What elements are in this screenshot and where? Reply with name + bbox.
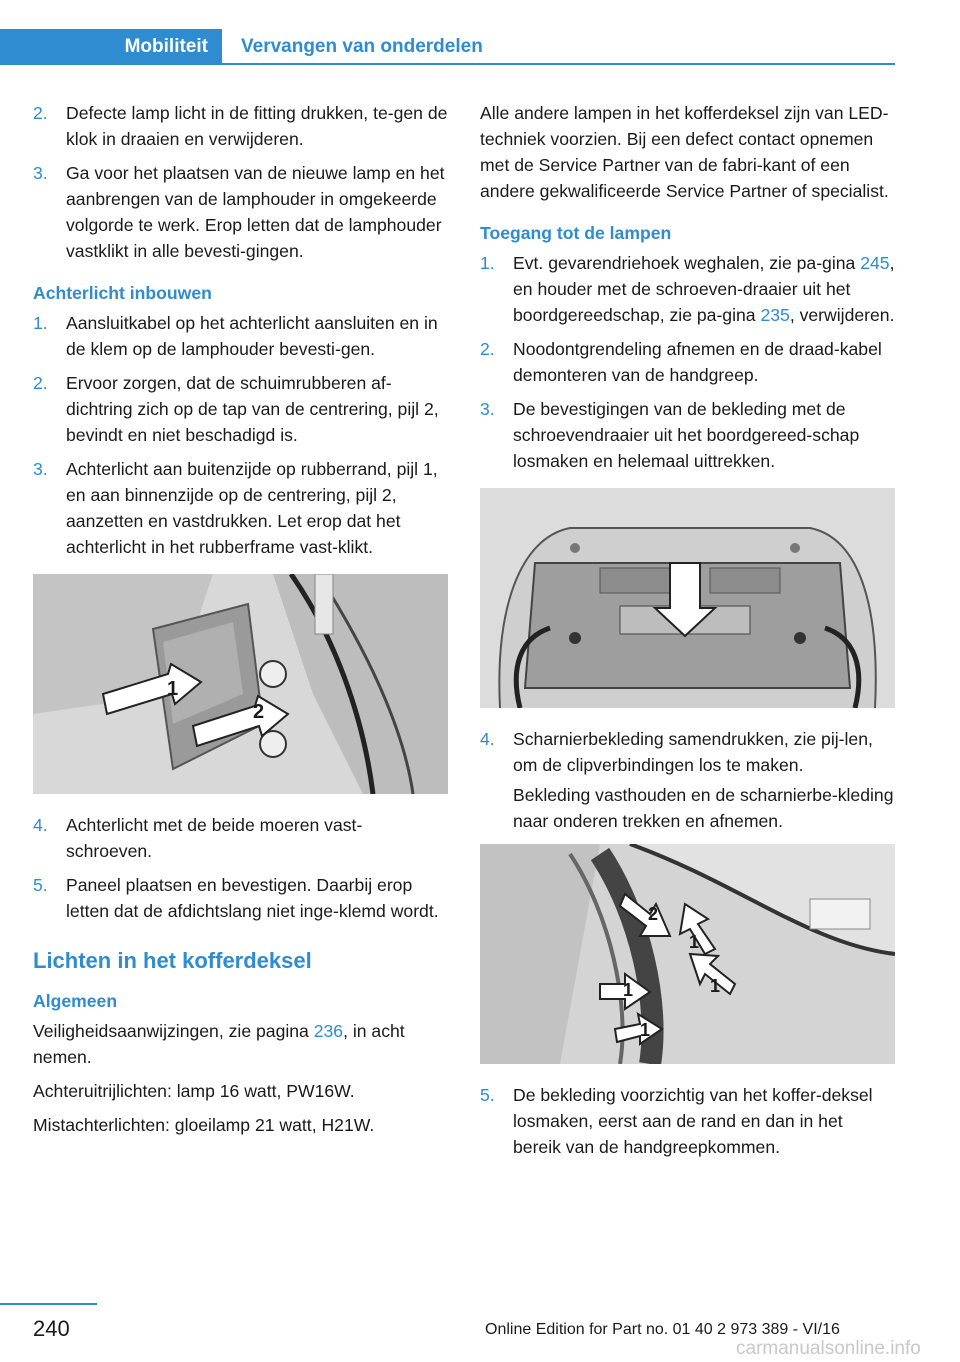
step-text: De bevestigingen van de bekleding met de schroevendraaier uit het boordgereed-schap losmaken en helemaal uittrekken.	[513, 399, 860, 471]
step-number: 1.	[33, 313, 48, 333]
page-link-236[interactable]: 236	[313, 1021, 344, 1041]
list-item	[33, 100, 448, 152]
tail-light-figure	[33, 574, 448, 794]
step-text: Noodontgrendeling afnemen en de draad-kabel demonteren van de handgreep.	[513, 339, 882, 385]
section-title: Vervangen van onderdelen	[241, 36, 483, 57]
list-item	[480, 396, 895, 474]
heading-achterlicht-inbouwen: Achterlicht inbouwen	[33, 283, 212, 303]
right-column	[480, 100, 895, 1168]
step-text-part: , verwijderen.	[789, 305, 895, 325]
left-column	[33, 100, 448, 1146]
reverse-lights-text: Achteruitrijlichten: lamp 16 watt, PW16W.	[33, 1081, 355, 1101]
heading-lichten-kofferdeksel: Lichten in het kofferdeksel	[33, 948, 312, 973]
step-number: 5.	[480, 1085, 495, 1105]
tail-light-illustration	[33, 574, 448, 794]
step-number: 3.	[33, 163, 48, 183]
step-text: Defecte lamp licht in de fitting drukken, te-gen de klok in draaien en verwijderen.	[66, 103, 448, 149]
list-item	[480, 336, 895, 388]
step-number: 4.	[33, 815, 48, 835]
arrow-label-2: 2	[648, 904, 659, 924]
list-item	[480, 250, 895, 328]
step-text: Achterlicht aan buitenzijde op rubberrand, pijl 1, en aan binnenzijde op de centrering, pijl 2, aanzetten en vastdrukken. Let erop dat het achterlicht in het rubberframe vast-klikt.	[66, 459, 438, 557]
arrow-label-2: 2	[253, 701, 265, 723]
page-number: 240	[33, 1316, 70, 1341]
hinge-cover-figure	[480, 844, 895, 1064]
step-text-part: , en houder met de schroeven-draaier uit het boordgereedschap, zie pa-gina	[513, 253, 895, 325]
safety-paragraph	[33, 1018, 448, 1070]
step-number: 5.	[33, 875, 48, 895]
step-subtext: Bekleding vasthouden en de scharnierbe-kleding naar onderen trekken en afnemen.	[513, 785, 894, 831]
heading-toegang: Toegang tot de lampen	[480, 223, 672, 243]
step-number: 3.	[33, 459, 48, 479]
step-text: Aansluitkabel op het achterlicht aansluiten en in de klem op de lamphouder bevesti-gen.	[66, 313, 438, 359]
footer-rule	[0, 1303, 97, 1305]
arrow-label-1: 1	[710, 976, 721, 996]
safety-text-end: , in acht nemen.	[33, 1021, 405, 1067]
step-text: Scharnierbekleding samendrukken, zie pij-len, om de clipverbindingen los te maken.	[513, 729, 873, 775]
chapter-label: Mobiliteit	[124, 35, 208, 57]
list-item	[480, 1082, 895, 1160]
step-text: De bekleding voorzichtig van het koffer-deksel losmaken, eerst aan de rand en dan in het bereik van de handgreepkommen.	[513, 1085, 873, 1157]
edition-text: Online Edition for Part no. 01 40 2 973 389 - VI/16	[485, 1321, 840, 1338]
safety-text: Veiligheidsaanwijzingen, zie pagina	[33, 1021, 314, 1041]
list-item	[33, 310, 448, 362]
watermark: carmanualsonline.info	[736, 1338, 921, 1359]
step-number: 3.	[480, 399, 495, 419]
list-item	[33, 456, 448, 560]
step-number: 2.	[33, 103, 48, 123]
list-item	[33, 370, 448, 448]
arrow-label-1: 1	[640, 1020, 651, 1040]
chapter-tab[interactable]	[0, 29, 222, 64]
list-item	[33, 160, 448, 264]
trunk-lid-figure	[480, 488, 895, 708]
step-number: 4.	[480, 729, 495, 749]
header-rule	[0, 63, 895, 65]
fog-lights-text: Mistachterlichten: gloeilamp 21 watt, H21W.	[33, 1115, 375, 1135]
list-item	[480, 726, 895, 778]
step-number: 2.	[480, 339, 495, 359]
list-item	[33, 872, 448, 924]
step-text: Ervoor zorgen, dat de schuimrubberen af-dichtring zich op de tap van de centrering, pijl 2, bevindt en niet beschadigd is.	[66, 373, 439, 445]
step-text	[513, 250, 895, 328]
step-number: 1.	[480, 253, 495, 273]
arrow-label-1: 1	[689, 932, 700, 952]
step-text: Ga voor het plaatsen van de nieuwe lamp en het aanbrengen van de lamphouder in omgekeerde volgorde te werk. Erop letten dat de lamphouder vastklikt in alle bevesti-gingen.	[66, 163, 445, 261]
arrow-label-1: 1	[623, 980, 634, 1000]
list-item	[33, 812, 448, 864]
page-link-245[interactable]: 245	[860, 253, 890, 273]
step-text-part: Evt. gevarendriehoek weghalen, zie pa-gina	[513, 253, 861, 273]
step-text: Paneel plaatsen en bevestigen. Daarbij erop letten dat de afdichtslang niet inge-klemd wordt.	[66, 875, 439, 921]
step-number: 2.	[33, 373, 48, 393]
intro-paragraph: Alle andere lampen in het kofferdeksel zijn van LED-techniek voorzien. Bij een defect contact opnemen met de Service Partner van de fabri-kant of een andere gekwalificeerde Service Partner of specialist.	[480, 103, 889, 201]
hinge-cover-illustration	[480, 844, 895, 1064]
trunk-lid-illustration	[480, 488, 895, 708]
arrow-label-1: 1	[167, 678, 179, 700]
page-link-235[interactable]: 235	[760, 305, 790, 325]
heading-algemeen: Algemeen	[33, 991, 118, 1011]
step-text: Achterlicht met de beide moeren vast-schroeven.	[66, 815, 363, 861]
